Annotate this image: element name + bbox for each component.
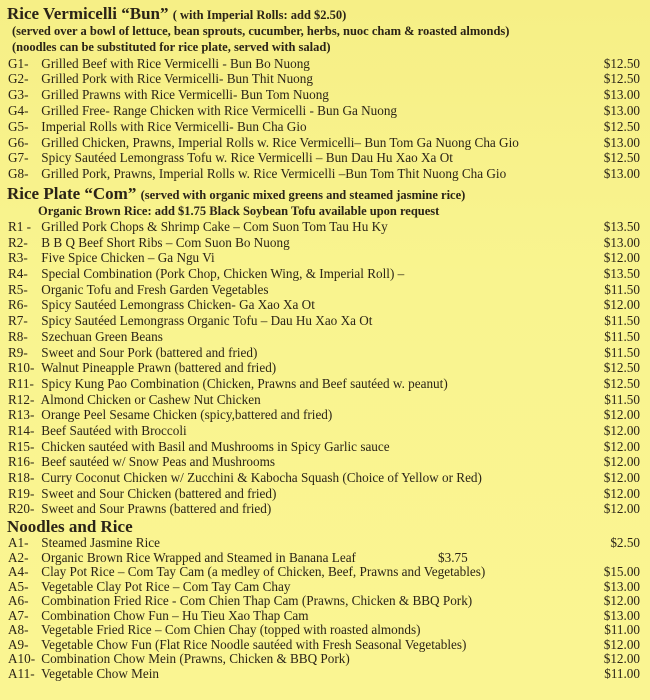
item-name: Spicy Sautéed Lemongrass Organic Tofu – Dau Hu Xao Xa Ot bbox=[41, 313, 373, 329]
item-code: A4- bbox=[8, 564, 29, 579]
item-name: Beef Sautéed with Broccoli bbox=[41, 422, 187, 438]
item-code: R2- bbox=[8, 234, 28, 250]
item-name: Grilled Beef with Rice Vermicelli - Bun Bo Nuong bbox=[41, 55, 310, 71]
menu-item bbox=[0, 623, 650, 638]
menu-item bbox=[0, 297, 650, 313]
item-price: $13.50 bbox=[603, 266, 640, 282]
menu-item bbox=[0, 345, 650, 361]
item-price: $12.50 bbox=[603, 360, 640, 376]
item-code: A6- bbox=[8, 593, 29, 608]
item-price: $13.00 bbox=[603, 166, 640, 182]
item-price: $13.50 bbox=[603, 219, 640, 234]
item-price: $3.75 bbox=[438, 549, 468, 565]
item-name: Szechuan Green Beans bbox=[41, 328, 163, 344]
item-code: R11- bbox=[8, 375, 34, 391]
item-price: $12.50 bbox=[603, 55, 640, 71]
menu-item bbox=[0, 638, 650, 653]
item-name: Organic Tofu and Fresh Garden Vegetables bbox=[41, 281, 269, 297]
item-code: A8- bbox=[8, 622, 29, 637]
item-code: R20- bbox=[8, 501, 35, 517]
item-name: Chicken sautéed with Basil and Mushrooms in Spicy Garlic sauce bbox=[41, 438, 390, 454]
item-name: Special Combination (Pork Chop, Chicken Wing, & Imperial Roll) – bbox=[41, 266, 405, 282]
item-name: Spicy Kung Pao Combination (Chicken, Prawns and Beef sautéed w. peanut) bbox=[41, 375, 448, 391]
menu-item bbox=[0, 536, 650, 551]
item-code: G5- bbox=[8, 118, 29, 134]
section-title-note: (served with organic mixed greens and steamed jasmine rice) bbox=[140, 188, 466, 202]
menu-item bbox=[0, 439, 650, 455]
item-name: Sweet and Sour Pork (battered and fried) bbox=[41, 344, 258, 360]
item-code: A5- bbox=[8, 578, 29, 594]
item-price: $11.50 bbox=[604, 328, 640, 344]
section-heading bbox=[0, 517, 650, 536]
section-noodles-rice bbox=[0, 517, 650, 681]
item-code: A11- bbox=[8, 665, 35, 681]
item-price: $13.00 bbox=[603, 578, 640, 594]
item-price: $12.00 bbox=[603, 485, 640, 501]
item-price: $11.50 bbox=[604, 391, 640, 407]
item-name: Grilled Chicken, Prawns, Imperial Rolls w. Rice Vermicelli– Bun Tom Ga Nuong Cha Gio bbox=[41, 134, 519, 150]
item-price: $12.00 bbox=[603, 651, 640, 666]
item-price: $11.00 bbox=[604, 665, 640, 681]
menu-item bbox=[0, 313, 650, 329]
item-code: R19- bbox=[8, 485, 35, 501]
menu-item bbox=[0, 266, 650, 282]
item-code: R4- bbox=[8, 266, 28, 282]
item-name: Orange Peel Sesame Chicken (spicy,battered and fried) bbox=[41, 407, 333, 423]
menu-item bbox=[0, 652, 650, 667]
item-code: G2- bbox=[8, 71, 29, 87]
item-name: Spicy Sautéed Lemongrass Chicken- Ga Xao Xa Ot bbox=[41, 297, 315, 313]
menu-item bbox=[0, 360, 650, 376]
menu-item bbox=[0, 235, 650, 251]
item-price: $12.00 bbox=[603, 407, 640, 423]
item-price: $12.50 bbox=[603, 375, 640, 391]
item-code: G1- bbox=[8, 55, 29, 71]
menu-item bbox=[0, 667, 650, 682]
item-price: $13.00 bbox=[603, 234, 640, 250]
item-price: $12.00 bbox=[603, 454, 640, 470]
item-name: Steamed Jasmine Rice bbox=[41, 535, 160, 550]
item-code: R9- bbox=[8, 344, 28, 360]
menu-item bbox=[0, 119, 650, 135]
item-name: B B Q Beef Short Ribs – Com Suon Bo Nuong bbox=[41, 234, 290, 250]
menu-item bbox=[0, 580, 650, 595]
menu-item bbox=[0, 470, 650, 486]
item-code: R12- bbox=[8, 391, 35, 407]
item-name: Combination Fried Rice - Com Chien Thap Cam (Prawns, Chicken & BBQ Pork) bbox=[41, 593, 473, 608]
section-note: Organic Brown Rice: add $1.75 Black Soybean Tofu available upon request bbox=[38, 204, 440, 218]
item-code: R5- bbox=[8, 281, 28, 297]
menu-item bbox=[0, 56, 650, 72]
menu-item bbox=[0, 551, 650, 566]
item-price: $12.00 bbox=[603, 422, 640, 438]
item-price: $12.00 bbox=[603, 636, 640, 652]
item-name: Combination Chow Fun – Hu Tieu Xao Thap Cam bbox=[41, 607, 309, 623]
menu-item bbox=[0, 250, 650, 266]
menu-item bbox=[0, 565, 650, 580]
item-code: A10- bbox=[8, 651, 36, 666]
item-price: $11.50 bbox=[604, 313, 640, 329]
menu-item bbox=[0, 392, 650, 408]
menu-item bbox=[0, 282, 650, 298]
item-price: $13.00 bbox=[603, 607, 640, 623]
item-price: $12.00 bbox=[603, 297, 640, 313]
item-name: Beef sautéed w/ Snow Peas and Mushrooms bbox=[41, 454, 275, 470]
section-title: Noodles and Rice bbox=[7, 517, 133, 536]
section-title: Rice Vermicelli “Bun” bbox=[7, 4, 169, 23]
item-price: $12.00 bbox=[603, 593, 640, 608]
item-price: $12.50 bbox=[603, 118, 640, 134]
section-title: Rice Plate “Com” bbox=[7, 184, 137, 203]
item-price: $12.50 bbox=[603, 71, 640, 87]
item-code: R3- bbox=[8, 250, 28, 266]
item-name: Vegetable Chow Fun (Flat Rice Noodle sautéed with Fresh Seasonal Vegetables) bbox=[41, 636, 467, 652]
item-price: $12.00 bbox=[603, 438, 640, 454]
section-rice-vermicelli bbox=[0, 3, 650, 182]
menu-item bbox=[0, 609, 650, 624]
item-code: R8- bbox=[8, 328, 28, 344]
item-name: Grilled Prawns with Rice Vermicelli- Bun Tom Nuong bbox=[41, 87, 329, 103]
menu-item bbox=[0, 87, 650, 103]
item-price: $13.00 bbox=[603, 87, 640, 103]
item-name: Sweet and Sour Prawns (battered and fried) bbox=[41, 501, 272, 517]
item-name: Vegetable Clay Pot Rice – Com Tay Cam Chay bbox=[41, 578, 291, 594]
item-name: Clay Pot Rice – Com Tay Cam (a medley of Chicken, Beef, Prawns and Vegetables) bbox=[41, 564, 486, 579]
item-name: Five Spice Chicken – Ga Ngu Vi bbox=[41, 250, 215, 266]
section-heading bbox=[0, 183, 650, 204]
item-name: Imperial Rolls with Rice Vermicelli- Bun Cha Gio bbox=[41, 118, 307, 134]
section-heading bbox=[0, 3, 650, 24]
item-code: A2- bbox=[8, 549, 29, 565]
item-code: A7- bbox=[8, 607, 29, 623]
item-price: $13.00 bbox=[603, 102, 640, 118]
item-code: R13- bbox=[8, 407, 35, 423]
item-name: Organic Brown Rice Wrapped and Steamed in Banana Leaf bbox=[41, 549, 356, 565]
item-code: R16- bbox=[8, 454, 35, 470]
item-name: Grilled Pork, Prawns, Imperial Rolls w. Rice Vermicelli –Bun Tom Thit Nuong Cha Gio bbox=[41, 166, 507, 182]
menu-item bbox=[0, 329, 650, 345]
item-code: G7- bbox=[8, 150, 29, 166]
menu-item bbox=[0, 376, 650, 392]
item-price: $12.50 bbox=[603, 150, 640, 166]
item-name: Vegetable Fried Rice – Com Chien Chay (topped with roasted almonds) bbox=[41, 622, 421, 637]
item-code: G3- bbox=[8, 87, 29, 103]
item-code: G4- bbox=[8, 102, 29, 118]
menu-item bbox=[0, 423, 650, 439]
item-name: Spicy Sautéed Lemongrass Tofu w. Rice Vermicelli – Bun Dau Hu Xao Xa Ot bbox=[41, 150, 453, 166]
item-name: Almond Chicken or Cashew Nut Chicken bbox=[40, 391, 261, 407]
item-code: G8- bbox=[8, 166, 29, 182]
menu-item bbox=[0, 103, 650, 119]
menu-item bbox=[0, 501, 650, 517]
section-note: (served over a bowl of lettuce, bean sprouts, cucumber, herbs, nuoc cham & roasted almonds) bbox=[12, 24, 510, 38]
section-rice-plate bbox=[0, 183, 650, 517]
menu-item bbox=[0, 486, 650, 502]
item-name: Combination Chow Mein (Prawns, Chicken & BBQ Pork) bbox=[41, 651, 350, 666]
item-name: Curry Coconut Chicken w/ Zucchini & Kabocha Squash (Choice of Yellow or Red) bbox=[41, 470, 482, 485]
item-name: Grilled Pork with Rice Vermicelli- Bun Thit Nuong bbox=[41, 71, 313, 87]
item-code: R1 - bbox=[8, 219, 32, 234]
item-price: $12.00 bbox=[603, 470, 640, 485]
item-code: R14- bbox=[8, 422, 35, 438]
item-name: Grilled Free- Range Chicken with Rice Vermicelli - Bun Ga Nuong bbox=[41, 102, 398, 118]
item-code: R7- bbox=[8, 313, 28, 329]
item-code: R6- bbox=[8, 297, 28, 313]
item-name: Grilled Pork Chops & Shrimp Cake – Com Suon Tom Tau Hu Ky bbox=[41, 219, 388, 234]
item-price: $2.50 bbox=[610, 535, 640, 550]
section-title-note: ( with Imperial Rolls: add $2.50) bbox=[172, 8, 347, 22]
item-code: A1- bbox=[8, 535, 29, 550]
section-note: (noodles can be substituted for rice plate, served with salad) bbox=[12, 39, 331, 54]
menu-item bbox=[0, 407, 650, 423]
item-code: R15- bbox=[8, 438, 35, 454]
item-name: Walnut Pineapple Prawn (battered and fried) bbox=[41, 360, 277, 376]
item-code: R18- bbox=[8, 470, 35, 485]
item-price: $15.00 bbox=[603, 564, 640, 579]
menu-item bbox=[0, 71, 650, 87]
item-name: Sweet and Sour Chicken (battered and fried) bbox=[41, 485, 277, 501]
item-price: $13.00 bbox=[603, 134, 640, 150]
item-price: $11.50 bbox=[604, 344, 640, 360]
item-code: G6- bbox=[8, 134, 29, 150]
item-price: $12.00 bbox=[603, 250, 640, 266]
menu-item bbox=[0, 150, 650, 166]
menu-item bbox=[0, 594, 650, 609]
item-price: $12.00 bbox=[603, 501, 640, 517]
menu-item bbox=[0, 166, 650, 182]
item-price: $11.00 bbox=[604, 622, 640, 637]
item-code: A9- bbox=[8, 636, 29, 652]
item-code: R10- bbox=[8, 360, 35, 376]
item-price: $11.50 bbox=[604, 281, 640, 297]
menu-item bbox=[0, 454, 650, 470]
menu-item bbox=[0, 135, 650, 151]
menu-item bbox=[0, 219, 650, 235]
item-name: Vegetable Chow Mein bbox=[41, 665, 159, 681]
